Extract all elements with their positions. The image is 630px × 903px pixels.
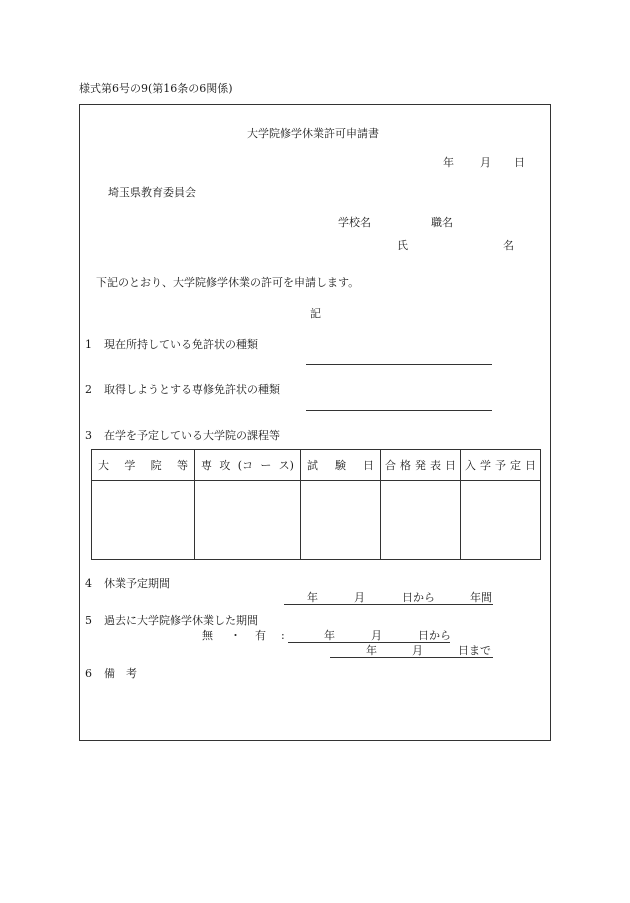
item6-number: 6 bbox=[85, 667, 92, 680]
item5-colon: : bbox=[281, 629, 285, 642]
ki-label: 記 bbox=[310, 307, 321, 320]
item5-from-day-label: 日から bbox=[418, 629, 451, 642]
item4-label: 休業予定期間 bbox=[104, 577, 170, 590]
item5-from-month-label: 月 bbox=[371, 629, 382, 642]
intro-text: 下記のとおり、大学院修学休業の許可を申請します。 bbox=[96, 276, 360, 289]
item5-label: 過去に大学院修学休業した期間 bbox=[104, 614, 258, 627]
cell-major-course[interactable] bbox=[195, 481, 301, 560]
item1-label: 現在所持している免許状の種類 bbox=[104, 338, 258, 351]
header-exam-date: 試 験 日 bbox=[301, 450, 381, 481]
form-title: 大学院修学休業許可申請書 bbox=[247, 127, 379, 140]
item4-years-label: 年間 bbox=[470, 591, 492, 604]
item5-until-year-label: 年 bbox=[366, 644, 377, 657]
item3-label: 在学を予定している大学院の課程等 bbox=[104, 429, 280, 442]
item4-year-label: 年 bbox=[307, 591, 318, 604]
item3-number: 3 bbox=[85, 429, 92, 442]
item4-period-line[interactable] bbox=[284, 604, 493, 605]
cell-exam-date[interactable] bbox=[301, 481, 381, 560]
date-month-label: 月 bbox=[480, 156, 491, 169]
name-label-family: 氏 bbox=[397, 239, 408, 252]
item1-number: 1 bbox=[85, 338, 92, 351]
school-name-label: 学校名 bbox=[338, 216, 371, 229]
course-table bbox=[91, 449, 541, 560]
date-day-label: 日 bbox=[514, 156, 525, 169]
cell-result-date[interactable] bbox=[381, 481, 461, 560]
position-label: 職名 bbox=[431, 216, 453, 229]
item5-from-year-label: 年 bbox=[324, 629, 335, 642]
header-major-course: 専 攻 (コ ー ス) bbox=[195, 450, 301, 481]
course-table-header-row bbox=[92, 450, 541, 481]
header-enrollment-date: 入 学 予 定 日 bbox=[461, 450, 541, 481]
item5-none-option[interactable]: 無 bbox=[202, 629, 213, 642]
header-result-date: 合 格 発 表 日 bbox=[381, 450, 461, 481]
item4-number: 4 bbox=[85, 577, 92, 590]
form-number: 様式第6号の9(第16条の6関係) bbox=[79, 82, 233, 95]
item5-number: 5 bbox=[85, 614, 92, 627]
addressee: 埼玉県教育委員会 bbox=[108, 186, 196, 199]
name-label-given: 名 bbox=[503, 239, 514, 252]
header-graduate-school: 大 学 院 等 bbox=[92, 450, 195, 481]
item2-label: 取得しようとする専修免許状の種類 bbox=[104, 383, 280, 396]
item5-until-month-label: 月 bbox=[412, 644, 423, 657]
item5-from-line[interactable] bbox=[288, 642, 450, 643]
date-year-label: 年 bbox=[443, 156, 454, 169]
item4-day-from-label: 日から bbox=[402, 591, 435, 604]
item5-until-line[interactable] bbox=[330, 657, 493, 658]
item1-answer-line[interactable] bbox=[306, 364, 492, 365]
item5-until-day-label: 日まで bbox=[458, 644, 491, 657]
item5-separator-dot: ・ bbox=[230, 629, 241, 642]
item2-answer-line[interactable] bbox=[306, 410, 492, 411]
item4-month-label: 月 bbox=[354, 591, 365, 604]
item6-label: 備 考 bbox=[104, 667, 137, 680]
cell-graduate-school[interactable] bbox=[92, 481, 195, 560]
item5-yes-option[interactable]: 有 bbox=[255, 629, 266, 642]
item2-number: 2 bbox=[85, 383, 92, 396]
cell-enrollment-date[interactable] bbox=[461, 481, 541, 560]
course-table-entry-row bbox=[92, 481, 541, 560]
